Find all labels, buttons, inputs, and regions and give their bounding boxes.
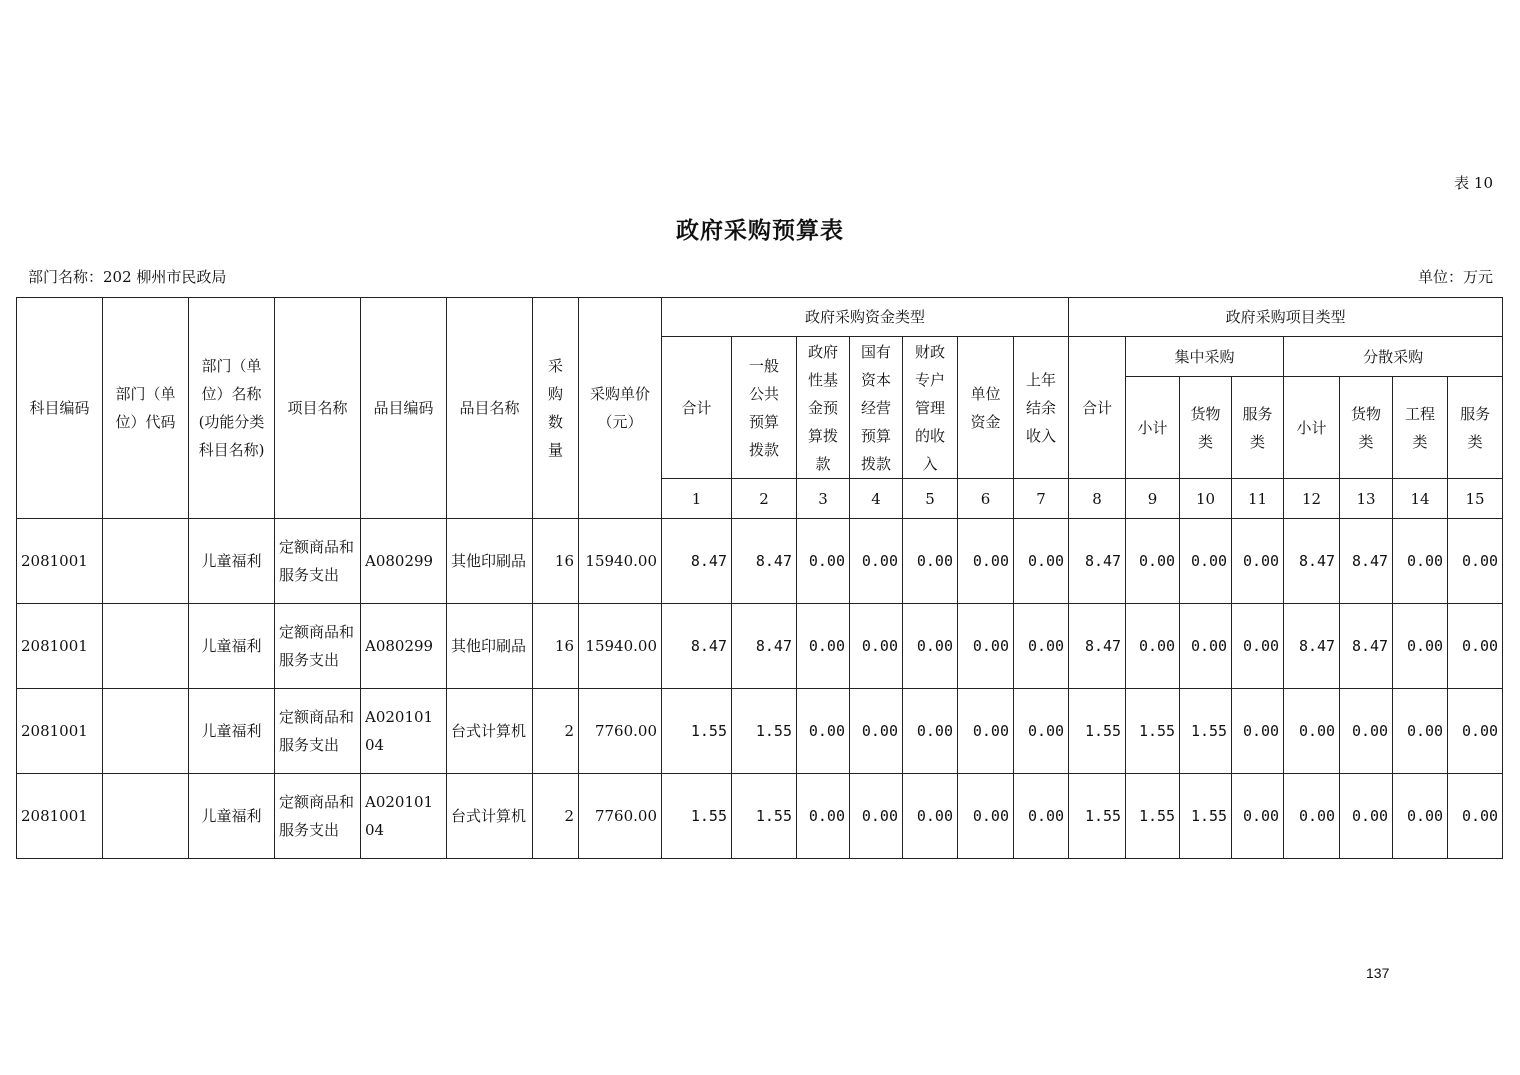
cell-value: 0.00 bbox=[903, 604, 958, 689]
cell-value: 8.47 bbox=[732, 604, 797, 689]
cell-value: 0.00 bbox=[1232, 604, 1284, 689]
cell-value: 0.00 bbox=[1340, 774, 1393, 859]
cell-value: 0.00 bbox=[1340, 689, 1393, 774]
header-project-type: 政府采购项目类型 bbox=[1069, 298, 1503, 337]
table-row bbox=[17, 519, 1503, 604]
header-gov-fund: 政府性基金预算拨款 bbox=[797, 337, 850, 479]
cell-value: 8.47 bbox=[662, 604, 732, 689]
col-number: 9 bbox=[1126, 479, 1180, 519]
cell-dept-code bbox=[103, 519, 189, 604]
cell-value: 0.00 bbox=[1393, 604, 1448, 689]
header-item-code: 品目编码 bbox=[361, 298, 447, 519]
cell-dept-name: 儿童福利 bbox=[189, 774, 275, 859]
cell-value: 0.00 bbox=[1232, 774, 1284, 859]
col-number: 2 bbox=[732, 479, 797, 519]
cell-item-code: A080299 bbox=[361, 519, 447, 604]
cell-value: 1.55 bbox=[662, 774, 732, 859]
cell-item-code: A02010104 bbox=[361, 774, 447, 859]
cell-value: 0.00 bbox=[1393, 519, 1448, 604]
header-d-goods: 货物类 bbox=[1340, 377, 1393, 479]
cell-unit-price: 7760.00 bbox=[579, 689, 662, 774]
unit-label: 单位：万元 bbox=[1417, 268, 1493, 286]
cell-value: 8.47 bbox=[1284, 519, 1340, 604]
col-number: 13 bbox=[1340, 479, 1393, 519]
header-unit-price: 采购单价（元） bbox=[579, 298, 662, 519]
cell-dept-name: 儿童福利 bbox=[189, 604, 275, 689]
header-c-services: 服务类 bbox=[1232, 377, 1284, 479]
col-number: 4 bbox=[850, 479, 903, 519]
col-number: 15 bbox=[1448, 479, 1503, 519]
cell-project-name: 定额商品和服务支出 bbox=[275, 774, 361, 859]
cell-value: 0.00 bbox=[1284, 774, 1340, 859]
cell-project-name: 定额商品和服务支出 bbox=[275, 604, 361, 689]
cell-subject-code: 2081001 bbox=[17, 604, 103, 689]
cell-value: 0.00 bbox=[1180, 604, 1232, 689]
table-row bbox=[17, 774, 1503, 859]
cell-project-name: 定额商品和服务支出 bbox=[275, 689, 361, 774]
cell-value: 0.00 bbox=[958, 689, 1014, 774]
cell-value: 1.55 bbox=[1126, 774, 1180, 859]
cell-value: 8.47 bbox=[662, 519, 732, 604]
header-d-subtotal: 小计 bbox=[1284, 377, 1340, 479]
cell-value: 0.00 bbox=[1448, 519, 1503, 604]
table-row bbox=[17, 604, 1503, 689]
cell-dept-name: 儿童福利 bbox=[189, 519, 275, 604]
cell-value: 1.55 bbox=[1180, 774, 1232, 859]
cell-value: 0.00 bbox=[958, 774, 1014, 859]
col-number: 6 bbox=[958, 479, 1014, 519]
col-number: 1 bbox=[662, 479, 732, 519]
header-decentralized: 分散采购 bbox=[1284, 337, 1503, 377]
header-centralized: 集中采购 bbox=[1126, 337, 1284, 377]
header-subject-code: 科目编码 bbox=[17, 298, 103, 519]
header-d-works: 工程类 bbox=[1393, 377, 1448, 479]
cell-value: 0.00 bbox=[797, 689, 850, 774]
cell-value: 0.00 bbox=[903, 774, 958, 859]
cell-dept-name: 儿童福利 bbox=[189, 689, 275, 774]
cell-value: 0.00 bbox=[1180, 519, 1232, 604]
cell-item-code: A080299 bbox=[361, 604, 447, 689]
cell-item-name: 台式计算机 bbox=[447, 774, 533, 859]
header-d-services: 服务类 bbox=[1448, 377, 1503, 479]
header-quantity: 采购数量 bbox=[533, 298, 579, 519]
cell-value: 0.00 bbox=[958, 604, 1014, 689]
header-general-budget: 一般公共预算拨款 bbox=[732, 337, 797, 479]
cell-value: 0.00 bbox=[1014, 604, 1069, 689]
col-number: 8 bbox=[1069, 479, 1126, 519]
cell-value: 1.55 bbox=[732, 689, 797, 774]
table-number: 表 10 bbox=[1454, 174, 1493, 192]
cell-value: 1.55 bbox=[1069, 774, 1126, 859]
cell-value: 0.00 bbox=[1126, 519, 1180, 604]
col-number: 7 bbox=[1014, 479, 1069, 519]
cell-item-name: 台式计算机 bbox=[447, 689, 533, 774]
cell-dept-code bbox=[103, 604, 189, 689]
cell-value: 0.00 bbox=[1126, 604, 1180, 689]
header-prior-balance: 上年结余收入 bbox=[1014, 337, 1069, 479]
cell-value: 0.00 bbox=[958, 519, 1014, 604]
col-number: 10 bbox=[1180, 479, 1232, 519]
cell-value: 0.00 bbox=[797, 774, 850, 859]
col-number: 12 bbox=[1284, 479, 1340, 519]
header-project-name: 项目名称 bbox=[275, 298, 361, 519]
header-project-total: 合计 bbox=[1069, 337, 1126, 479]
cell-value: 0.00 bbox=[1014, 689, 1069, 774]
page-title: 政府采购预算表 bbox=[676, 217, 844, 244]
cell-value: 0.00 bbox=[850, 774, 903, 859]
cell-value: 8.47 bbox=[1284, 604, 1340, 689]
cell-value: 1.55 bbox=[662, 689, 732, 774]
cell-value: 0.00 bbox=[797, 519, 850, 604]
cell-value: 0.00 bbox=[797, 604, 850, 689]
page-number: 137 bbox=[1366, 965, 1390, 981]
cell-item-name: 其他印刷品 bbox=[447, 604, 533, 689]
cell-value: 0.00 bbox=[1014, 519, 1069, 604]
cell-value: 0.00 bbox=[1448, 774, 1503, 859]
col-number: 3 bbox=[797, 479, 850, 519]
cell-subject-code: 2081001 bbox=[17, 519, 103, 604]
cell-value: 0.00 bbox=[1393, 774, 1448, 859]
cell-quantity: 2 bbox=[533, 689, 579, 774]
col-number: 11 bbox=[1232, 479, 1284, 519]
cell-value: 8.47 bbox=[1340, 604, 1393, 689]
department-name: 部门名称：202 柳州市民政局 bbox=[28, 268, 227, 286]
cell-value: 8.47 bbox=[1069, 604, 1126, 689]
table-row bbox=[17, 689, 1503, 774]
cell-value: 8.47 bbox=[1069, 519, 1126, 604]
cell-value: 8.47 bbox=[732, 519, 797, 604]
cell-value: 0.00 bbox=[850, 689, 903, 774]
procurement-budget-table bbox=[16, 297, 1503, 859]
cell-value: 0.00 bbox=[903, 689, 958, 774]
cell-unit-price: 15940.00 bbox=[579, 604, 662, 689]
cell-value: 1.55 bbox=[1069, 689, 1126, 774]
cell-item-name: 其他印刷品 bbox=[447, 519, 533, 604]
cell-item-code: A02010104 bbox=[361, 689, 447, 774]
cell-unit-price: 15940.00 bbox=[579, 519, 662, 604]
header-fund-total: 合计 bbox=[662, 337, 732, 479]
cell-value: 0.00 bbox=[1448, 604, 1503, 689]
cell-value: 0.00 bbox=[1232, 689, 1284, 774]
header-item-name: 品目名称 bbox=[447, 298, 533, 519]
cell-value: 0.00 bbox=[850, 604, 903, 689]
header-state-capital: 国有资本经营预算拨款 bbox=[850, 337, 903, 479]
cell-quantity: 16 bbox=[533, 519, 579, 604]
cell-value: 0.00 bbox=[903, 519, 958, 604]
cell-unit-price: 7760.00 bbox=[579, 774, 662, 859]
cell-value: 8.47 bbox=[1340, 519, 1393, 604]
cell-subject-code: 2081001 bbox=[17, 689, 103, 774]
header-row-1 bbox=[17, 298, 1503, 337]
cell-value: 1.55 bbox=[1126, 689, 1180, 774]
cell-value: 0.00 bbox=[1393, 689, 1448, 774]
header-c-subtotal: 小计 bbox=[1126, 377, 1180, 479]
header-special-account: 财政专户管理的收入 bbox=[903, 337, 958, 479]
cell-quantity: 16 bbox=[533, 604, 579, 689]
cell-dept-code bbox=[103, 774, 189, 859]
header-unit-funds: 单位资金 bbox=[958, 337, 1014, 479]
cell-value: 0.00 bbox=[1232, 519, 1284, 604]
cell-value: 0.00 bbox=[1014, 774, 1069, 859]
cell-value: 0.00 bbox=[850, 519, 903, 604]
cell-value: 0.00 bbox=[1284, 689, 1340, 774]
header-c-goods: 货物类 bbox=[1180, 377, 1232, 479]
cell-quantity: 2 bbox=[533, 774, 579, 859]
header-dept-code: 部门（单位）代码 bbox=[103, 298, 189, 519]
cell-subject-code: 2081001 bbox=[17, 774, 103, 859]
cell-project-name: 定额商品和服务支出 bbox=[275, 519, 361, 604]
cell-dept-code bbox=[103, 689, 189, 774]
header-dept-name: 部门（单位）名称(功能分类科目名称) bbox=[189, 298, 275, 519]
header-fund-type: 政府采购资金类型 bbox=[662, 298, 1069, 337]
cell-value: 1.55 bbox=[1180, 689, 1232, 774]
col-number: 14 bbox=[1393, 479, 1448, 519]
cell-value: 0.00 bbox=[1448, 689, 1503, 774]
col-number: 5 bbox=[903, 479, 958, 519]
cell-value: 1.55 bbox=[732, 774, 797, 859]
